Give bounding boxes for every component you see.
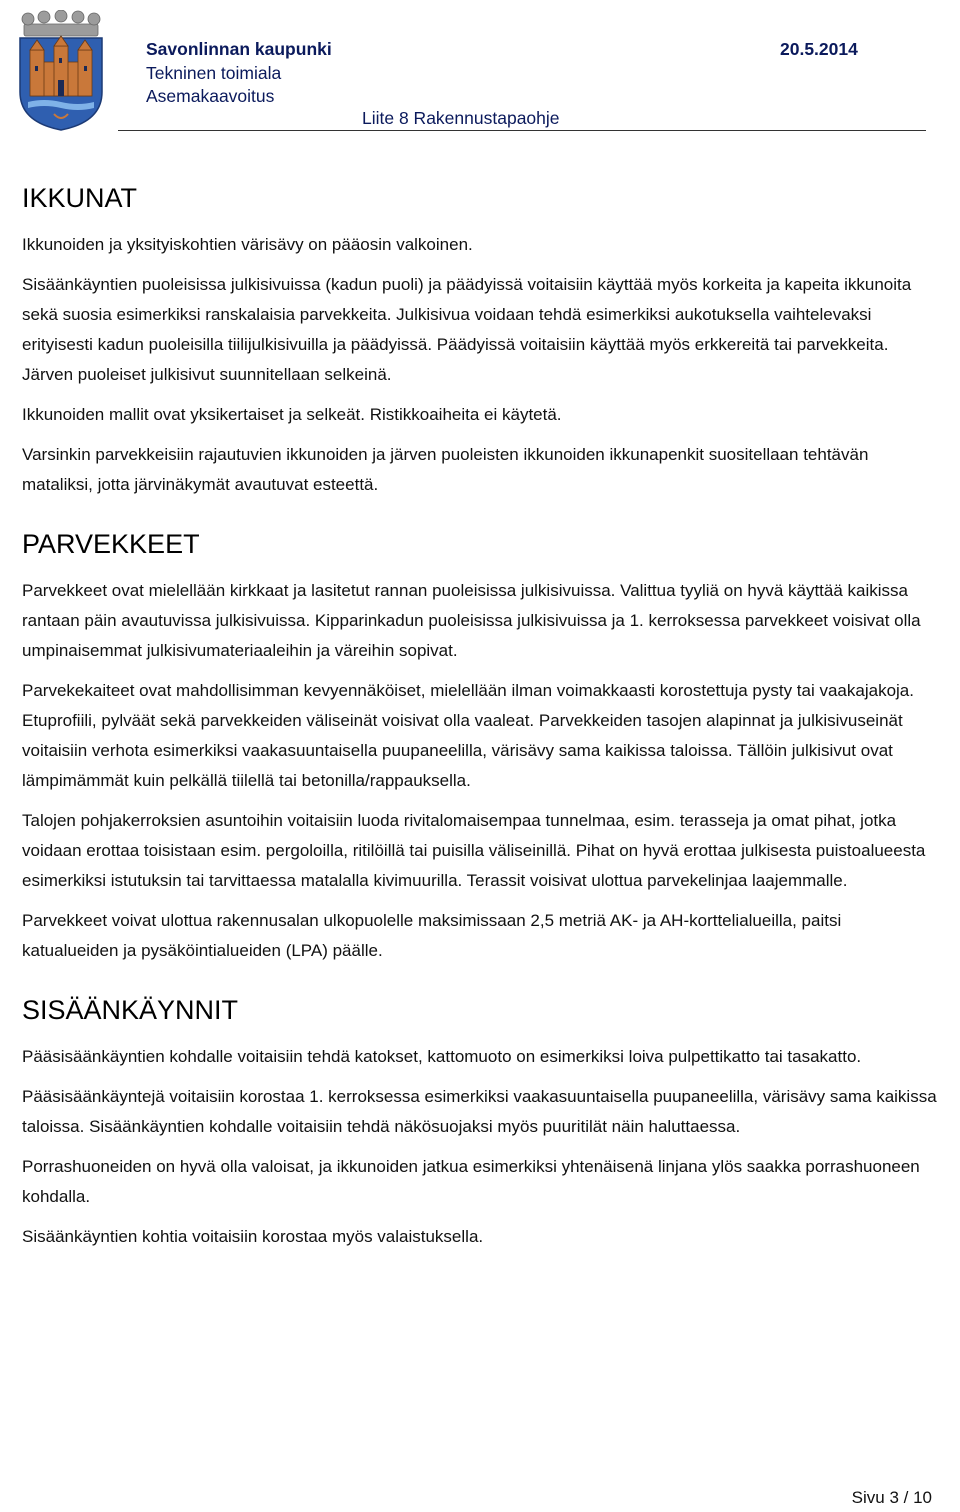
section-heading: IKKUNAT bbox=[22, 183, 138, 213]
paragraph: Talojen pohjakerroksien asuntoihin voitaisiin luoda rivitalomaisempaa tunnelmaa, esim. terasseja ja omat pihat, jotka voidaan erottaa toisistaan esim. pergoloilla, ritilöillä tai puisilla väliseinillä. Pihat on hyvä erottaa julkisesta puistoalueesta esimerkiksi istutuksin tai tarvittaessa matalalla kivimuurilla. Terassit voisivat ulottua parvekelinjaa laajemmalle. bbox=[22, 811, 926, 890]
coat-of-arms-icon bbox=[14, 10, 108, 132]
unit-name: Asemakaavoitus bbox=[146, 86, 275, 106]
paragraph: Ikkunoiden ja yksityiskohtien värisävy on pääosin valkoinen. bbox=[22, 235, 473, 254]
paragraph: Parvekkeet voivat ulottua rakennusalan ulkopuolelle maksimissaan 2,5 metriä AK- ja AH-korttelialueilla, paitsi katualueiden ja pysäköintialueiden (LPA) päälle. bbox=[22, 911, 842, 960]
paragraph: Pääsisäänkäyntejä voitaisiin korostaa 1. kerroksessa esimerkiksi vaakasuuntaisella puupaneelilla, värisävy sama kaikissa taloissa. Sisäänkäyntien kohdalle voitaisiin tehdä näkösuojaksi myös puuritilät näin haluttaessa. bbox=[22, 1087, 937, 1136]
section-heading: SISÄÄNKÄYNNIT bbox=[22, 995, 239, 1025]
paragraph: Sisäänkäyntien puoleisissa julkisivuissa (kadun puoli) ja päädyissä voitaisiin käyttää myös korkeita ja kapeita ikkunoita sekä suosia esimerkiksi ranskalaisia parvekkeita. Julkisivua voidaan tehdä esimerkiksi aukotuksella vaihtelevaksi erityisesti kadun puoleisilla tiilijulkisivuilla ja päädyissä. Päädyissä voitaisiin käyttää myös erkkereitä tai parvekkeita. Järven puoleiset julkisivut suunnitellaan selkeinä. bbox=[22, 275, 912, 384]
section-balconies bbox=[22, 526, 942, 966]
document-date: 20.5.2014 bbox=[780, 39, 858, 59]
paragraph: Varsinkin parvekkeisiin rajautuvien ikkunoiden ja järven puoleisten ikkunoiden ikkunapenkit suositellaan tehtävän mataliksi, jotta järvinäkymät avautuvat esteettä. bbox=[22, 445, 869, 494]
paragraph: Sisäänkäyntien kohtia voitaisiin korostaa myös valaistuksella. bbox=[22, 1227, 484, 1246]
paragraph: Pääsisäänkäyntien kohdalle voitaisiin tehdä katokset, kattomuoto on esimerkiksi loiva pulpettikatto tai tasakatto. bbox=[22, 1047, 862, 1066]
paragraph: Porrashuoneiden on hyvä olla valoisat, ja ikkunoiden jatkua esimerkiksi yhtenäisenä linjana ylös saakka porrashuoneen kohdalla. bbox=[22, 1157, 920, 1206]
document-body bbox=[22, 180, 942, 1262]
department-name: Tekninen toimiala bbox=[146, 63, 282, 83]
paragraph: Parvekekaiteet ovat mahdollisimman kevyennäköiset, mielellään ilman voimakkaasti korostettuja pysty tai vaakajakoja. Etuprofiili, pylväät sekä parvekkeiden väliseinät voisivat olla vaaleat. Parvekkeiden tasojen alapinnat ja julkisivuseinät voitaisiin verhota esimerkiksi vaakasuuntaisella puupaneelilla, värisävy sama kaikissa taloissa. Tällöin julkisivut ovat lämpimämmät kuin pelkällä tiilellä tai betonilla/rappauksella. bbox=[22, 681, 914, 790]
page-number: Sivu 3 / 10 bbox=[851, 1488, 932, 1507]
section-windows bbox=[22, 180, 942, 500]
organization-name: Savonlinnan kaupunki bbox=[146, 39, 332, 59]
section-entrances bbox=[22, 992, 942, 1252]
appendix-title: Liite 8 Rakennustapaohje bbox=[362, 108, 560, 128]
section-heading: PARVEKKEET bbox=[22, 529, 200, 559]
header-divider bbox=[118, 130, 926, 131]
paragraph: Ikkunoiden mallit ovat yksikertaiset ja selkeät. Ristikkoaiheita ei käytetä. bbox=[22, 405, 562, 424]
paragraph: Parvekkeet ovat mielellään kirkkaat ja lasitetut rannan puoleisissa julkisivuissa. Valittua tyyliä on hyvä käyttää kaikissa rantaan päin avautuvissa julkisivuissa. Kipparinkadun puoleisissa julkisivuissa ja 1. kerroksessa parvekkeet voisivat olla umpinaisemmat julkisivumateriaaleihin ja väreihin sopivat. bbox=[22, 581, 921, 660]
